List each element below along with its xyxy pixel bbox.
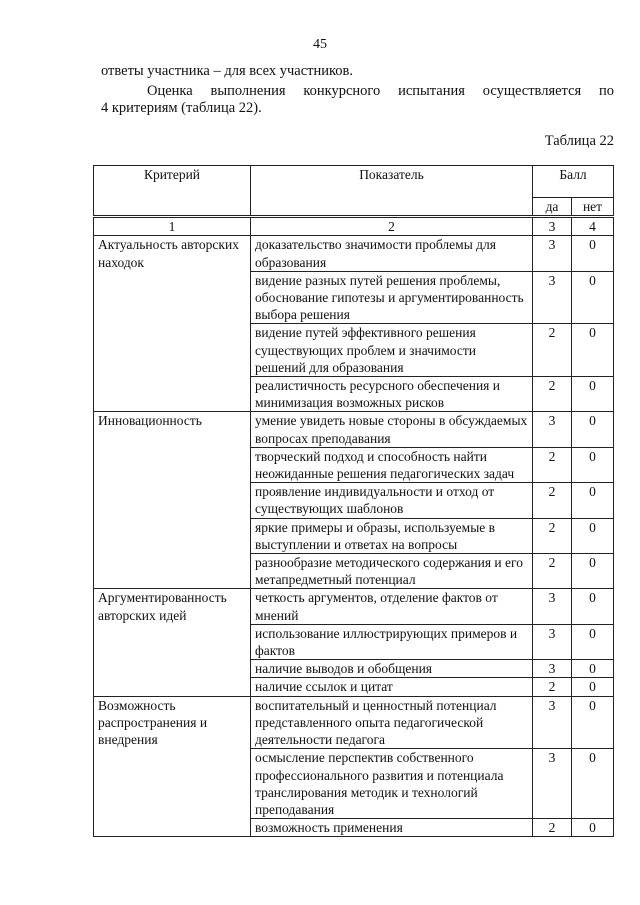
indicator-cell: наличие выводов и обобщения	[251, 660, 533, 678]
score-no-cell: 0	[572, 236, 614, 271]
score-no-cell: 0	[572, 412, 614, 447]
table-row	[94, 696, 614, 749]
indicator-cell: использование иллюстрирующих примеров и фактов	[251, 624, 533, 659]
column-number: 1	[94, 217, 251, 236]
score-no-cell: 0	[572, 624, 614, 659]
score-yes-cell: 2	[533, 554, 572, 589]
criteria-table	[93, 165, 614, 837]
score-yes-cell: 3	[533, 624, 572, 659]
score-no-cell: 0	[572, 483, 614, 518]
score-no-cell: 0	[572, 271, 614, 324]
column-number: 2	[251, 217, 533, 236]
indicator-cell: воспитательный и ценностный потенциал представленного опыта педагогической деятельности педагога	[251, 696, 533, 749]
score-yes-cell: 3	[533, 589, 572, 624]
indicator-cell: разнообразие методического содержания и его метапредметный потенциал	[251, 554, 533, 589]
header-criterion: Критерий	[94, 166, 251, 217]
header-row	[94, 166, 614, 198]
score-no-cell: 0	[572, 447, 614, 482]
score-yes-cell: 2	[533, 324, 572, 377]
indicator-cell: видение путей эффективного решения существующих проблем и значимости решений для образования	[251, 324, 533, 377]
score-yes-cell: 3	[533, 271, 572, 324]
score-yes-cell: 3	[533, 696, 572, 749]
column-number-row	[94, 217, 614, 236]
indicator-cell: видение разных путей решения проблемы, обоснование гипотезы и аргументированность выбора решения	[251, 271, 533, 324]
header-no: нет	[572, 198, 614, 217]
indicator-cell: творческий подход и способность найти неожиданные решения педагогических задач	[251, 447, 533, 482]
score-yes-cell: 2	[533, 678, 572, 696]
indicator-cell: доказательство значимости проблемы для образования	[251, 236, 533, 271]
page-number: 45	[313, 37, 327, 52]
score-no-cell: 0	[572, 819, 614, 837]
score-no-cell: 0	[572, 749, 614, 819]
paragraph-line-2: Оценка выполнения конкурсного испытания осуществляется по	[147, 83, 614, 99]
indicator-cell: осмысление перспектив собственного профессионального развития и потенциала транслирования методик и технологий преподавания	[251, 749, 533, 819]
header-indicator: Показатель	[251, 166, 533, 217]
indicator-cell: реалистичность ресурсного обеспечения и минимизация возможных рисков	[251, 377, 533, 412]
header-score: Балл	[533, 166, 614, 198]
criterion-cell: Инновационность	[94, 412, 251, 589]
table-row	[94, 412, 614, 447]
indicator-cell: возможность применения	[251, 819, 533, 837]
table-caption: Таблица 22	[544, 133, 614, 149]
score-no-cell: 0	[572, 377, 614, 412]
score-yes-cell: 2	[533, 377, 572, 412]
criterion-cell: Актуальность авторских находок	[94, 236, 251, 412]
indicator-cell: наличие ссылок и цитат	[251, 678, 533, 696]
indicator-cell: умение увидеть новые стороны в обсуждаемых вопросах преподавания	[251, 412, 533, 447]
header-yes: да	[533, 198, 572, 217]
score-no-cell: 0	[572, 589, 614, 624]
score-no-cell: 0	[572, 554, 614, 589]
table-row	[94, 236, 614, 271]
indicator-cell: проявление индивидуальности и отход от существующих шаблонов	[251, 483, 533, 518]
score-yes-cell: 3	[533, 660, 572, 678]
score-no-cell: 0	[572, 678, 614, 696]
criterion-cell: Возможность распространения и внедрения	[94, 696, 251, 837]
score-yes-cell: 2	[533, 447, 572, 482]
score-yes-cell: 2	[533, 819, 572, 837]
paragraph-line-1: ответы участника – для всех участников.	[101, 63, 354, 79]
column-number: 4	[572, 217, 614, 236]
column-number: 3	[533, 217, 572, 236]
score-yes-cell: 2	[533, 518, 572, 553]
score-no-cell: 0	[572, 518, 614, 553]
score-yes-cell: 3	[533, 412, 572, 447]
table-row	[94, 589, 614, 624]
score-yes-cell: 2	[533, 483, 572, 518]
score-no-cell: 0	[572, 696, 614, 749]
indicator-cell: яркие примеры и образы, используемые в выступлении и ответах на вопросы	[251, 518, 533, 553]
score-no-cell: 0	[572, 324, 614, 377]
paragraph-line-3: 4 критериям (таблица 22).	[101, 100, 262, 116]
score-yes-cell: 3	[533, 236, 572, 271]
indicator-cell: четкость аргументов, отделение фактов от мнений	[251, 589, 533, 624]
criterion-cell: Аргументированность авторских идей	[94, 589, 251, 696]
score-no-cell: 0	[572, 660, 614, 678]
score-yes-cell: 3	[533, 749, 572, 819]
